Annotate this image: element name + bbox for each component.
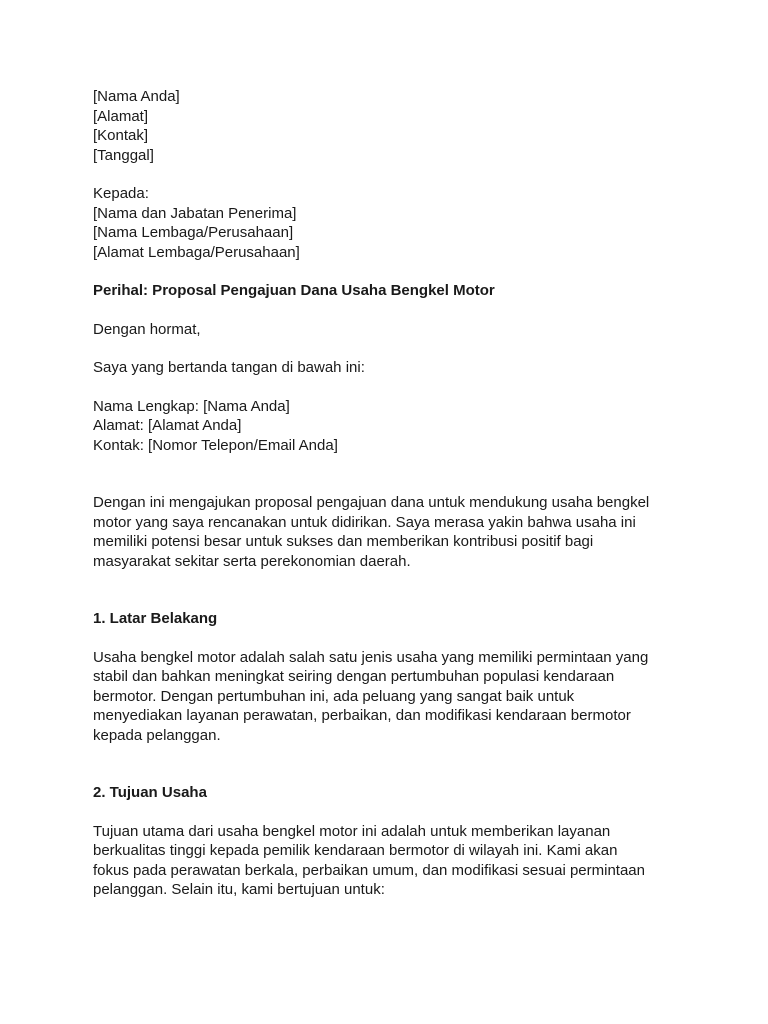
- paragraph-line: Usaha bengkel motor adalah salah satu jenis usaha yang memiliki permintaan yang: [93, 648, 649, 666]
- section-heading-background: 1. Latar Belakang: [93, 610, 218, 627]
- spacer: [93, 745, 693, 783]
- intro-text: Saya yang bertanda tangan di bawah ini:: [93, 359, 365, 376]
- paragraph-line: bermotor. Dengan pertumbuhan ini, ada peluang yang sangat baik untuk: [93, 687, 575, 705]
- recipient-name-title: [Nama dan Jabatan Penerima]: [93, 204, 297, 222]
- spacer: [93, 165, 693, 184]
- paragraph-line: kepada pelanggan.: [93, 726, 221, 744]
- applicant-details: [93, 397, 693, 456]
- recipient-institution: [Nama Lembaga/Perusahaan]: [93, 224, 294, 241]
- sender-contact: [Kontak]: [93, 127, 149, 144]
- paragraph-line: motor yang saya rencanakan untuk didirikan. Saya merasa yakin bahwa usaha ini: [93, 513, 636, 531]
- paragraph-line: Dengan ini mengajukan proposal pengajuan dana untuk mendukung usaha bengkel: [93, 494, 650, 511]
- spacer: [93, 378, 693, 397]
- paragraph-line: fokus pada perawatan berkala, perbaikan umum, dan modifikasi sesuai permintaan: [93, 861, 645, 879]
- sender-address: [Alamat]: [93, 107, 149, 125]
- opening-paragraph: [93, 493, 693, 571]
- paragraph-line: menyediakan layanan perawatan, perbaikan, dan modifikasi kendaraan bermotor: [93, 707, 631, 724]
- spacer: [93, 339, 693, 358]
- spacer: [93, 629, 693, 648]
- paragraph-line: berkualitas tinggi kepada pemilik kendaraan bermotor di wilayah ini. Kami akan: [93, 842, 618, 859]
- spacer: [93, 262, 693, 281]
- section-goals-body: [93, 822, 693, 900]
- sender-name: [Nama Anda]: [93, 88, 180, 105]
- letter-subject: Perihal: Proposal Pengajuan Dana Usaha Bengkel Motor: [93, 282, 495, 299]
- paragraph-line: Tujuan utama dari usaha bengkel motor ini adalah untuk memberikan layanan: [93, 822, 611, 840]
- letter-date: [Tanggal]: [93, 146, 154, 164]
- recipient-institution-address: [Alamat Lembaga/Perusahaan]: [93, 243, 300, 261]
- letter-page: [93, 87, 693, 900]
- detail-contact: Kontak: [Nomor Telepon/Email Anda]: [93, 436, 338, 454]
- paragraph-line: memiliki potensi besar untuk sukses dan memberikan kontribusi positif bagi: [93, 533, 594, 550]
- recipient-label: Kepada:: [93, 185, 149, 202]
- paragraph-line: pelanggan. Selain itu, kami bertujuan untuk:: [93, 881, 385, 898]
- paragraph-line: stabil dan bahkan meningkat seiring dengan pertumbuhan populasi kendaraan: [93, 668, 615, 685]
- paragraph-line: masyarakat sekitar serta perekonomian daerah.: [93, 552, 411, 570]
- sender-block: [93, 87, 693, 165]
- salutation: Dengan hormat,: [93, 320, 201, 338]
- detail-full-name: Nama Lengkap: [Nama Anda]: [93, 397, 290, 415]
- spacer: [93, 571, 693, 609]
- detail-address: Alamat: [Alamat Anda]: [93, 417, 242, 434]
- spacer: [93, 455, 693, 493]
- recipient-block: [93, 184, 693, 262]
- spacer: [93, 803, 693, 822]
- spacer: [93, 301, 693, 320]
- section-heading-goals: 2. Tujuan Usaha: [93, 784, 207, 801]
- section-background-body: [93, 648, 693, 746]
